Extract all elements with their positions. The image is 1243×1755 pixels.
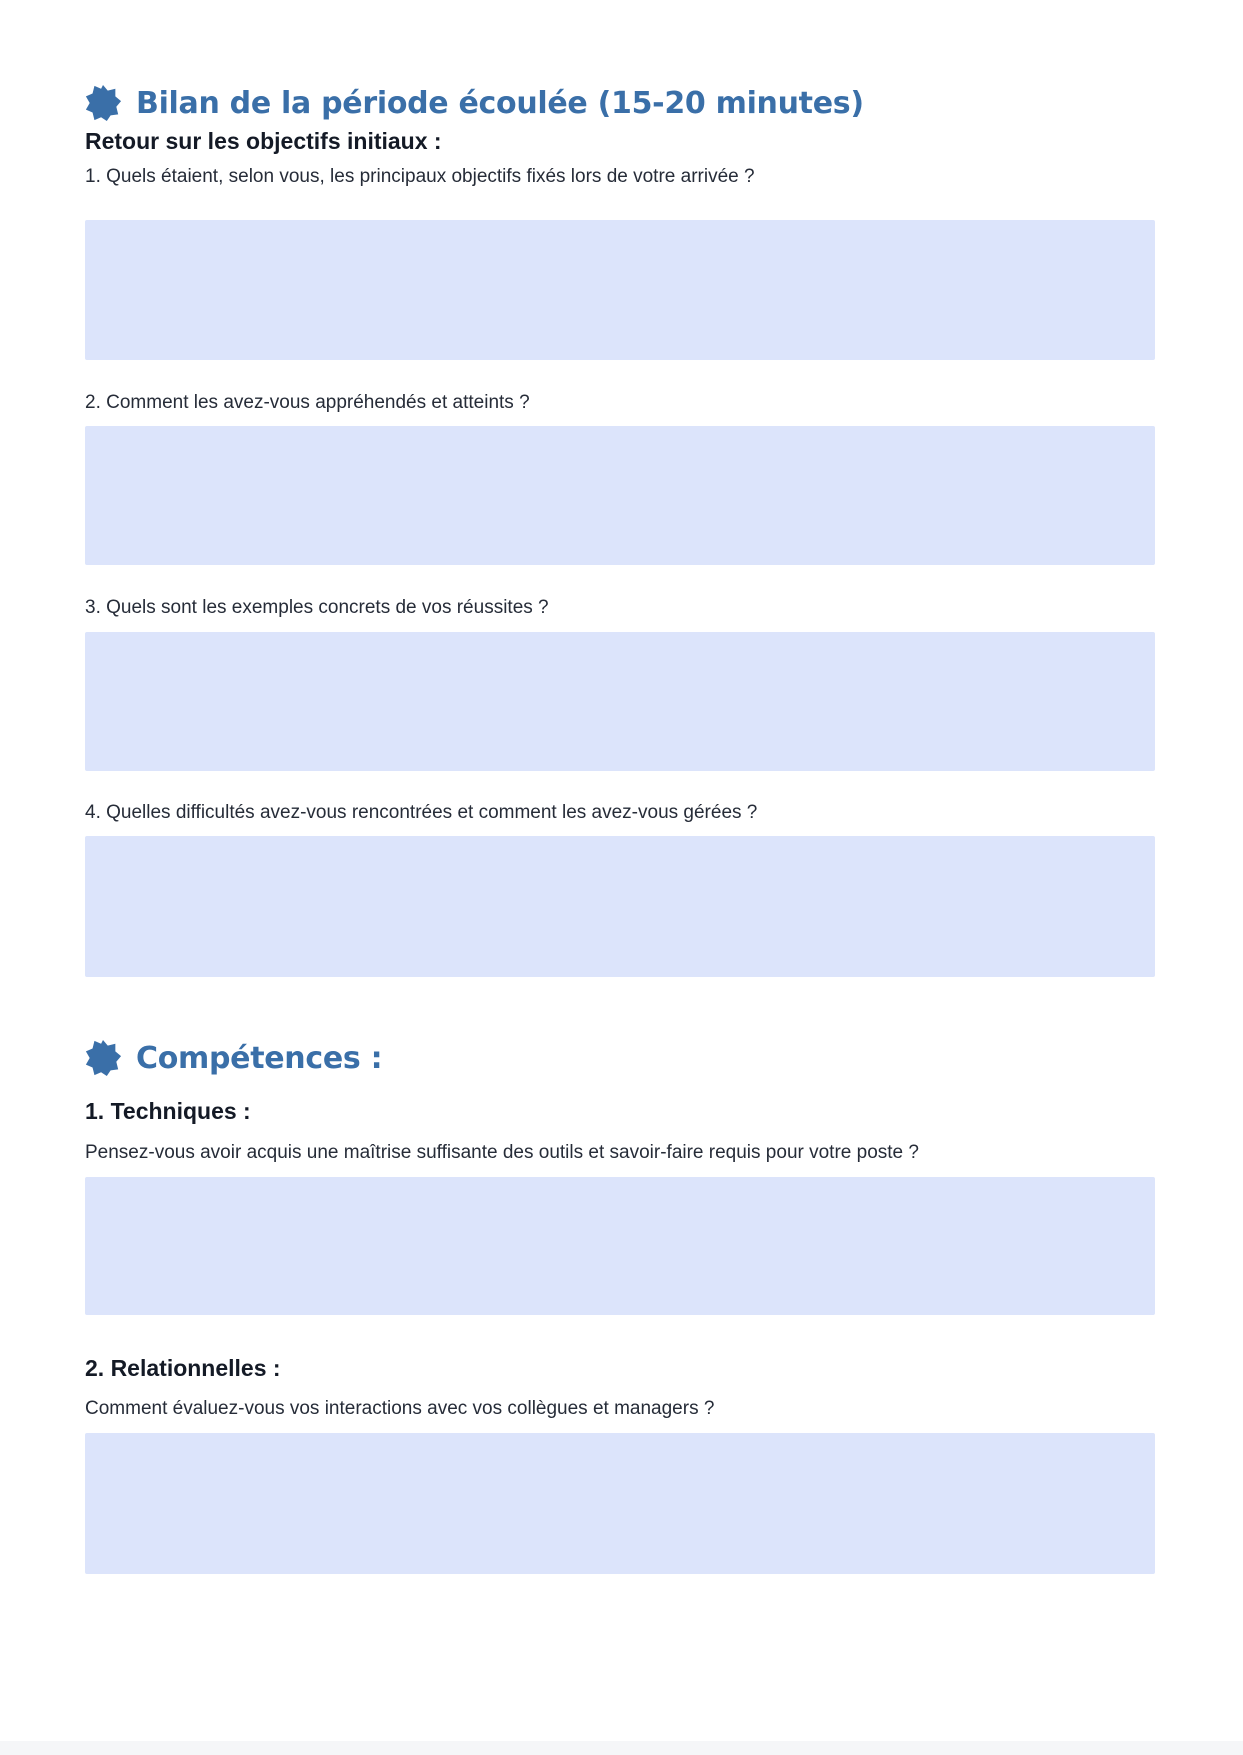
subheading-objectifs: Retour sur les objectifs initiaux : — [85, 128, 442, 154]
answer-field-question-3[interactable] — [85, 632, 1155, 771]
answer-field-question-2[interactable] — [85, 426, 1155, 565]
section-heading-bilan — [84, 81, 864, 125]
question-relationnelles-label: Comment évaluez-vous vos interactions avec vos collègues et managers ? — [85, 1398, 715, 1419]
page-bottom-edge — [0, 1741, 1243, 1755]
star-badge-icon — [84, 1039, 122, 1077]
star-badge-icon — [84, 84, 122, 122]
question-2-label: 2. Comment les avez-vous appréhendés et atteints ? — [85, 392, 530, 413]
question-1-label: 1. Quels étaient, selon vous, les principaux objectifs fixés lors de votre arrivée ? — [85, 166, 755, 187]
subheading-relationnelles: 2. Relationnelles : — [85, 1355, 281, 1381]
question-3-label: 3. Quels sont les exemples concrets de vos réussites ? — [85, 597, 549, 618]
section-title-competences: Compétences : — [136, 1040, 383, 1076]
answer-field-techniques[interactable] — [85, 1177, 1155, 1315]
answer-field-relationnelles[interactable] — [85, 1433, 1155, 1574]
answer-field-question-1[interactable] — [85, 220, 1155, 360]
question-techniques-label: Pensez-vous avoir acquis une maîtrise suffisante des outils et savoir-faire requis pour votre poste ? — [85, 1142, 919, 1163]
section-title-bilan: Bilan de la période écoulée (15-20 minutes) — [136, 85, 864, 121]
question-4-label: 4. Quelles difficultés avez-vous rencontrées et comment les avez-vous gérées ? — [85, 802, 758, 823]
subheading-techniques: 1. Techniques : — [85, 1098, 251, 1124]
section-heading-competences — [84, 1036, 382, 1080]
answer-field-question-4[interactable] — [85, 836, 1155, 977]
